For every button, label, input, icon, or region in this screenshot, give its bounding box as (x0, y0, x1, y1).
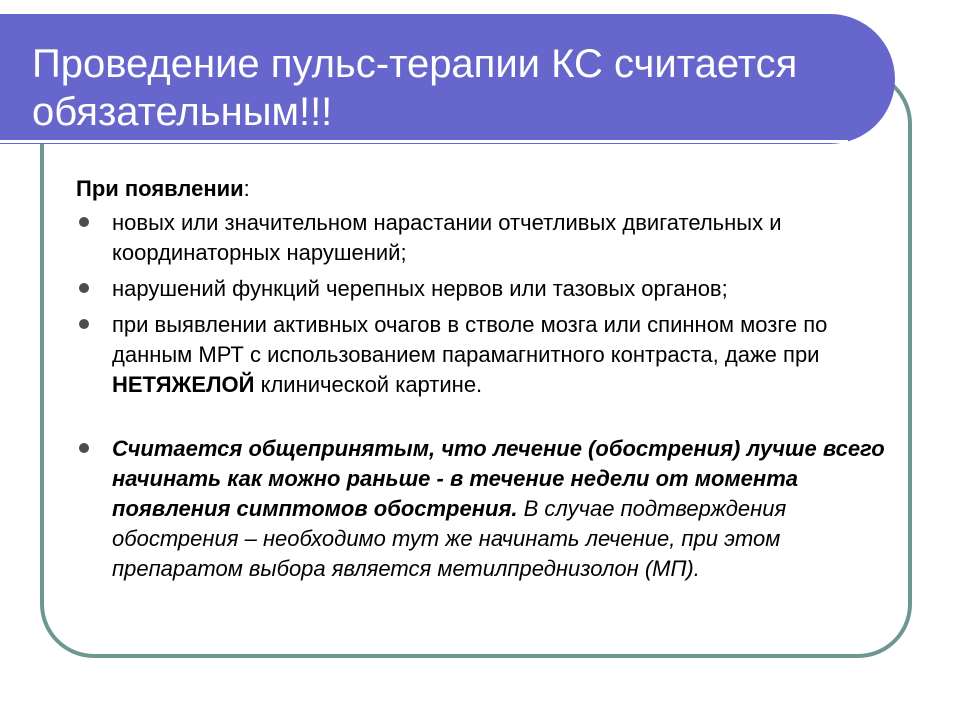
intro-bold-text: При появлении (76, 176, 244, 201)
bullet-dot-icon (79, 443, 89, 453)
slide-body (76, 174, 896, 590)
bullet-item (76, 310, 896, 400)
bullet-bold-word: НЕТЯЖЕЛОЙ (112, 372, 255, 397)
bullet-dot-icon (79, 319, 89, 329)
bullet-dot-icon (79, 217, 89, 227)
slide-title: Проведение пульс-терапии КС считается обязательным!!! (32, 42, 798, 134)
bullet-item (76, 434, 896, 584)
intro-colon: : (243, 176, 250, 201)
intro-line (76, 174, 896, 204)
bullet-text: нарушений функций черепных нервов или тазовых органов; (112, 276, 728, 301)
title-bar (0, 14, 895, 144)
bullet-text-before: при выявлении активных очагов в стволе мозга или спинном мозге по данным МРТ с использованием парамагнитного контраста, даже при (112, 312, 828, 367)
bullet-list (76, 208, 896, 584)
bullet-text: новых или значительном нарастании отчетливых двигательных и координаторных нарушений; (112, 210, 782, 265)
bullet-italic-text: В случае подтверждения обострения – необходимо тут же начинать лечение, при этом препаратом выбора является метилпреднизолон (МП). (112, 496, 787, 581)
bullet-item (76, 208, 896, 268)
bullet-dot-icon (79, 283, 89, 293)
bullet-bold-italic-text: Считается общепринятым, что лечение (обострения) лучше всего начинать как можно раньше - в течение недели от момента появления симптомов обострения. (112, 436, 885, 521)
bullet-text-after: клинической картине. (254, 372, 483, 397)
bullet-item (76, 274, 896, 304)
title-underline (0, 140, 848, 143)
